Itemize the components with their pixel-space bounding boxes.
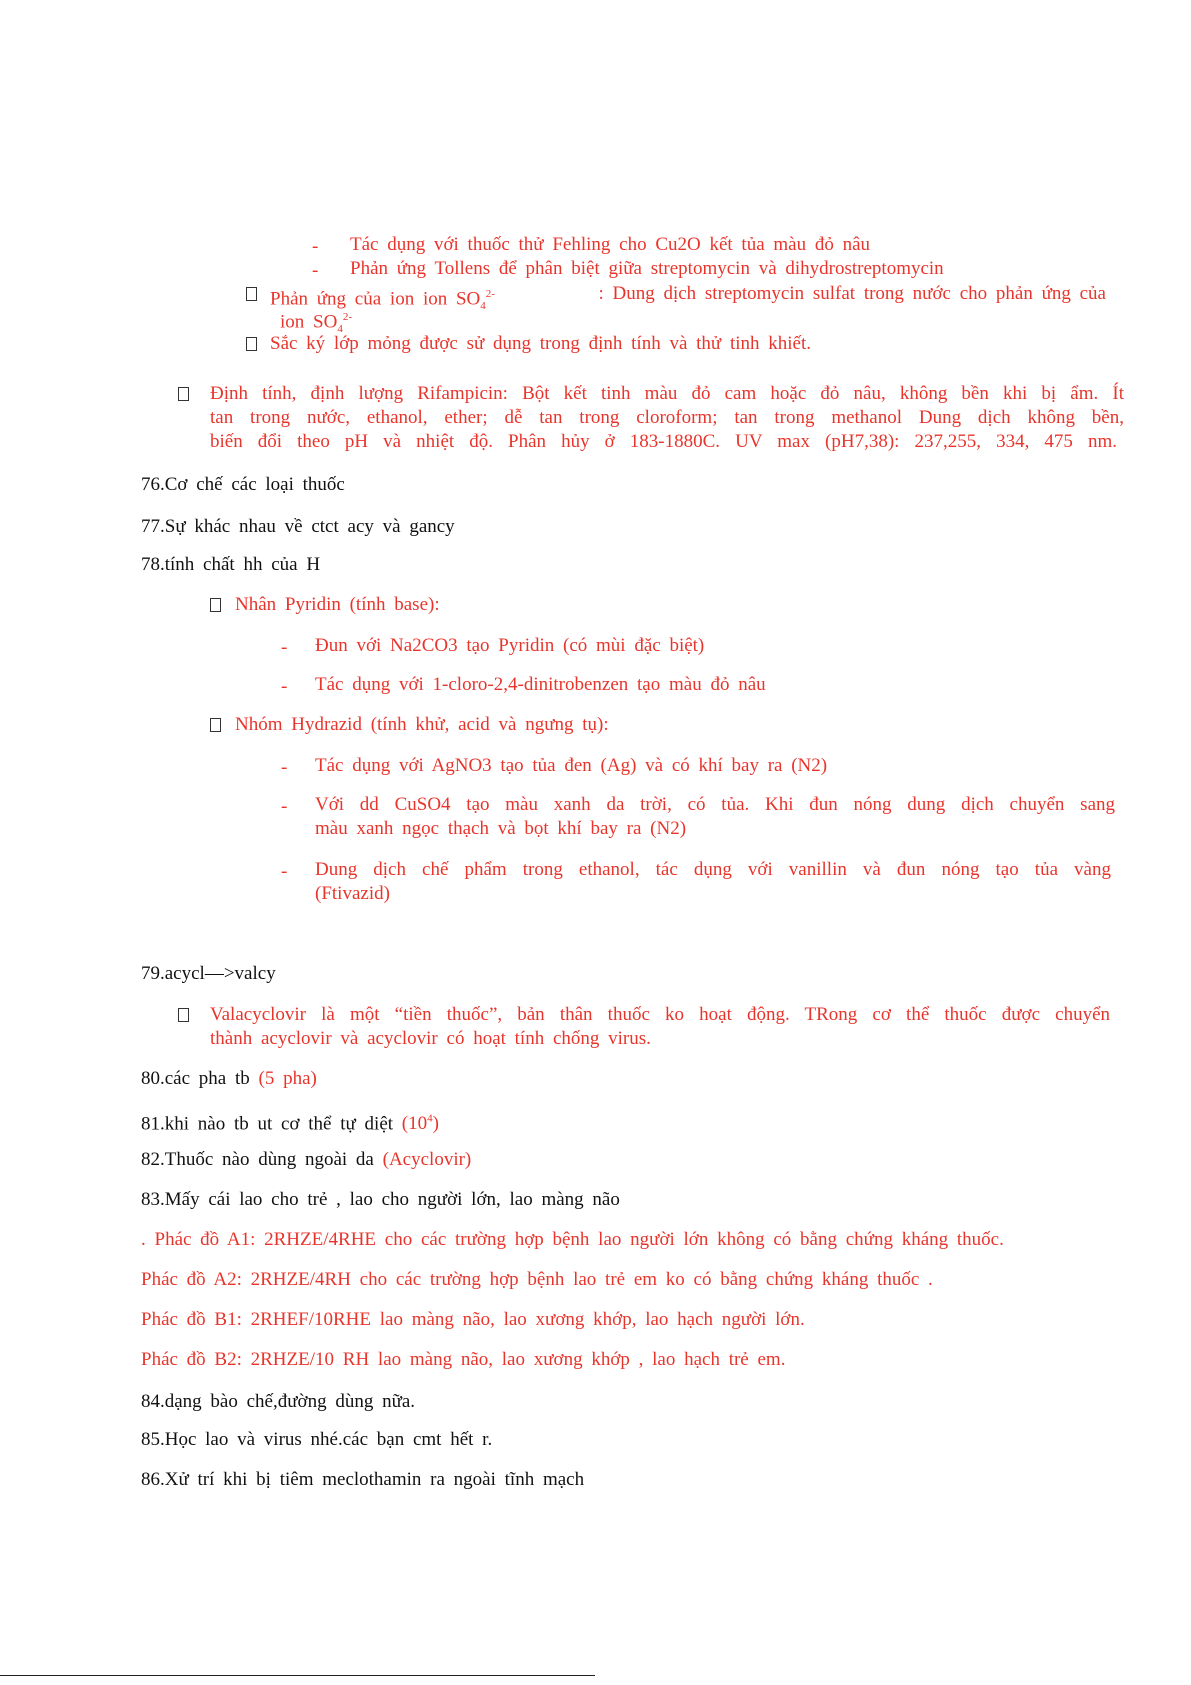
- question-86: 86.Xử trí khi bị tiêm meclothamin ra ngoài tĩnh mạch: [141, 1469, 585, 1490]
- bullet-box-icon: [178, 387, 189, 401]
- question-80: [141, 1068, 317, 1090]
- tollens-item: Phản ứng Tollens để phân biệt giữa streptomycin và dihydrostreptomycin: [350, 258, 944, 279]
- fehling-item: Tác dụng với thuốc thử Fehling cho Cu2O kết tủa màu đỏ nâu: [350, 234, 871, 255]
- footer-rule: [0, 1675, 595, 1676]
- regimen-a1: . Phác đồ A1: 2RHZE/4RHE cho các trường hợp bệnh lao người lớn không có bằng chứng kháng thuốc.: [141, 1229, 1004, 1250]
- question-83: 83.Mấy cái lao cho trẻ , lao cho người lớn, lao màng não: [141, 1189, 620, 1210]
- question-81: [141, 1108, 439, 1135]
- question-79: 79.acycl—>valcy: [141, 963, 276, 984]
- regimen-a2: Phác đồ A2: 2RHZE/4RH cho các trường hợp bệnh lao trẻ em ko có bằng chứng kháng thuốc .: [141, 1269, 933, 1290]
- sulfate-item: [270, 283, 1106, 317]
- hydrazid-item-3-line-2: (Ftivazid): [315, 883, 390, 904]
- hydrazid-item-3: [315, 858, 1111, 906]
- pyridin-heading: Nhân Pyridin (tính base):: [235, 594, 440, 615]
- pyridin-item-2: Tác dụng với 1-cloro-2,4-dinitrobenzen tạo màu đỏ nâu: [315, 674, 766, 695]
- sulfate-item-cont: ion $SO_4^{2-}$: [280, 311, 352, 336]
- valacyclovir-paragraph: [210, 1003, 1110, 1051]
- hydrazid-heading: Nhóm Hydrazid (tính khử, acid và ngưng tụ):: [235, 714, 609, 735]
- bullet-box-icon: [210, 718, 221, 732]
- valacyclovir-line-1: Valacyclovir là một “tiền thuốc”, bản thân thuốc ko hoạt động. TRong cơ thể thuốc được chuyển: [210, 1004, 1110, 1025]
- bullet-dash: -: [281, 861, 288, 882]
- question-81-text: 81.khi nào tb ut cơ thể tự diệt: [141, 1113, 394, 1135]
- rifampicin-line-3: biến đổi theo pH và nhiệt độ. Phân hủy ở 183-1880C. UV max (pH7,38): 237,255, 334, 475 nm.: [210, 431, 1117, 452]
- hydrazid-item-2: [315, 793, 1115, 841]
- hydrazid-item-3-line-1: Dung dịch chế phẩm trong ethanol, tác dụng với vanillin và đun nóng tạo tủa vàng: [315, 859, 1111, 880]
- bullet-dash: -: [281, 637, 288, 658]
- question-85: 85.Học lao và virus nhé.các bạn cmt hết r.: [141, 1429, 493, 1450]
- question-77: 77.Sự khác nhau về ctct acy và gancy: [141, 516, 455, 537]
- sulfate-text-a: Phản ứng của ion ion $SO_4^{2-}$: [270, 288, 495, 313]
- regimen-b2: Phác đồ B2: 2RHZE/10 RH lao màng não, lao xương khớp , lao hạch trẻ em.: [141, 1349, 786, 1370]
- question-81-answer: $(10^4)$: [401, 1113, 439, 1135]
- question-84: 84.dạng bào chế,đường dùng nữa.: [141, 1391, 416, 1412]
- question-82-answer: (Acyclovir): [382, 1149, 472, 1170]
- question-82: [141, 1149, 471, 1171]
- question-76: 76.Cơ chế các loại thuốc: [141, 474, 345, 495]
- sulfate-text-b: : Dung dịch streptomycin sulfat trong nước cho phản ứng của: [598, 283, 1106, 304]
- rifampicin-line-1: Định tính, định lượng Rifampicin: Bột kết tinh màu đỏ cam hoặc đỏ nâu, không bền khi bị ẩm. Ít: [210, 383, 1124, 404]
- hydrazid-item-1: Tác dụng với AgNO3 tạo tủa đen (Ag) và có khí bay ra (N2): [315, 755, 828, 776]
- question-80-text: 80.các pha tb: [141, 1068, 250, 1089]
- tlc-item: Sắc ký lớp mỏng được sử dụng trong định tính và thử tinh khiết.: [270, 333, 812, 354]
- valacyclovir-line-2: thành acyclovir và acyclovir có hoạt tính chống virus.: [210, 1028, 651, 1049]
- bullet-dash: -: [281, 676, 288, 697]
- hydrazid-item-2-line-2: màu xanh ngọc thạch và bọt khí bay ra (N2): [315, 818, 687, 839]
- bullet-dash: -: [312, 260, 319, 281]
- rifampicin-line-2: tan trong nước, ethanol, ether; dễ tan trong cloroform; tan trong methanol Dung dịch không bền,: [210, 407, 1124, 428]
- question-78: 78.tính chất hh của H: [141, 554, 321, 575]
- regimen-b1: Phác đồ B1: 2RHEF/10RHE lao màng não, lao xương khớp, lao hạch người lớn.: [141, 1309, 805, 1330]
- bullet-box-icon: [210, 598, 221, 612]
- bullet-box-icon: [246, 287, 257, 301]
- hydrazid-item-2-line-1: Với dd CuSO4 tạo màu xanh da trời, có tủa. Khi đun nóng dung dịch chuyển sang: [315, 794, 1115, 815]
- question-82-text: 82.Thuốc nào dùng ngoài da: [141, 1149, 374, 1170]
- bullet-dash: -: [312, 236, 319, 257]
- bullet-dash: -: [281, 796, 288, 817]
- rifampicin-paragraph: [210, 382, 1124, 454]
- pyridin-item-1: Đun với Na2CO3 tạo Pyridin (có mùi đặc biệt): [315, 635, 705, 656]
- bullet-dash: -: [281, 757, 288, 778]
- bullet-box-icon: [178, 1008, 189, 1022]
- bullet-box-icon: [246, 337, 257, 351]
- question-80-answer: (5 pha): [258, 1068, 317, 1089]
